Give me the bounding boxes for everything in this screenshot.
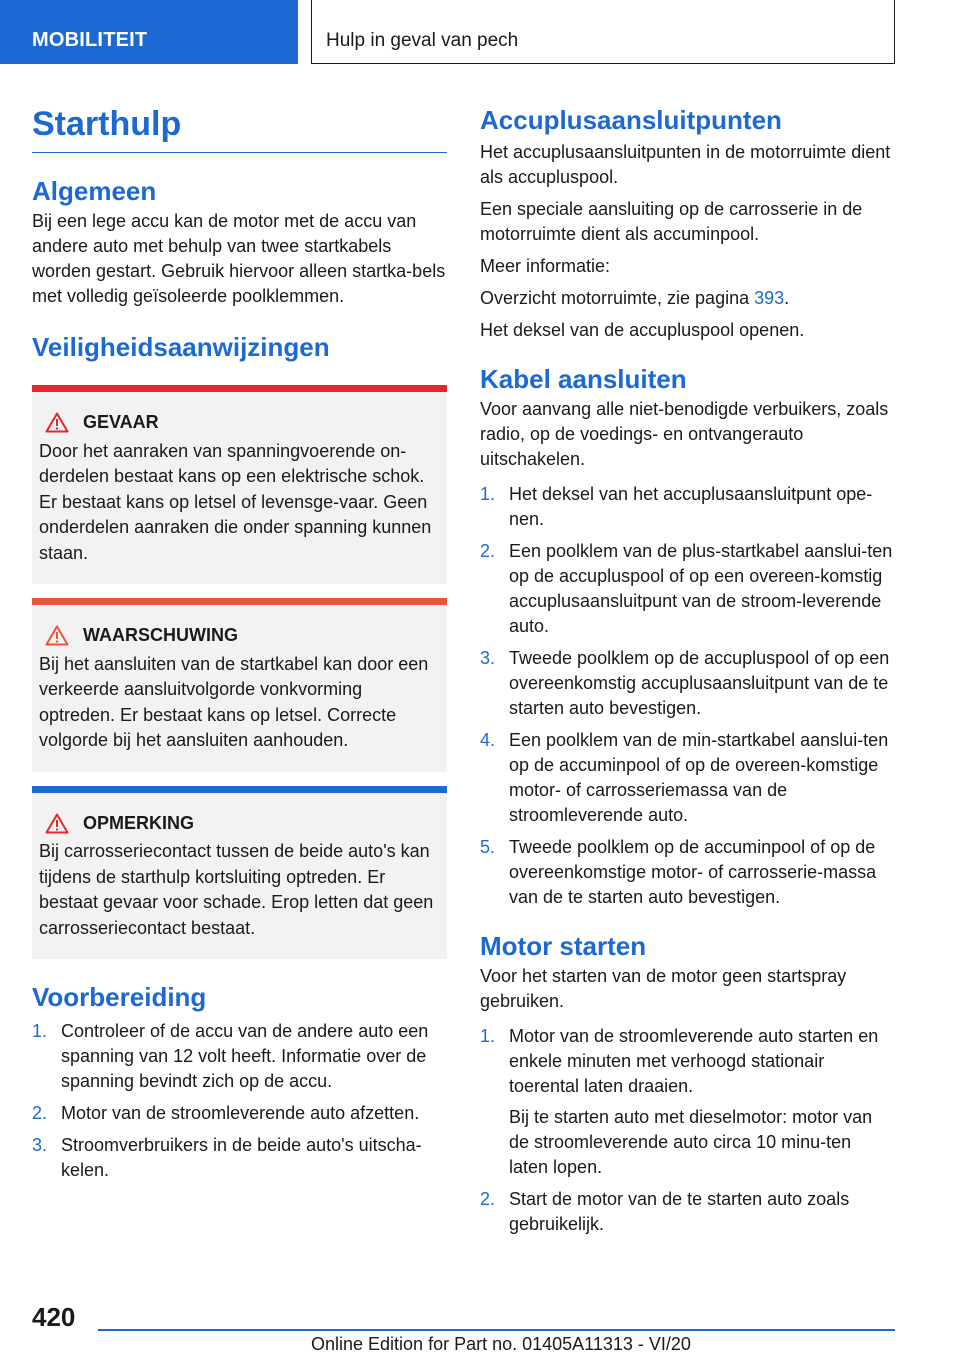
list-item: 3. Stroomverbruikers in de beide auto's uitscha‐kelen. <box>32 1135 422 1180</box>
section-tab: MOBILITEIT <box>0 0 298 64</box>
footer-edition: Online Edition for Part no. 01405A11313 - VI/20 <box>311 1334 691 1354</box>
list-item: 1. Het deksel van het accuplusaansluitpunt ope‐nen. <box>480 484 873 529</box>
list-item: 2. Een poolklem van de plus-startkabel aanslui‐ten op de accupluspool of op een overeen‐komstig accuplusaansluitpunt van de stroom‐leverende auto. <box>480 541 893 636</box>
accuplus-p5: Het deksel van de accupluspool openen. <box>480 320 805 340</box>
list-item: 1. Controleer of de accu van de andere auto een spanning van 12 volt heeft. Informatie over de spanning bevindt zich op de accu. <box>32 1021 429 1091</box>
heading-motor: Motor starten <box>480 931 647 961</box>
list-item: 1. Motor van de stroomleverende auto starten en enkele minuten met verhoogd stationair toerental laten draaien. Bij te starten auto met dieselmotor: motor van de stroomleverende auto circa 10 minu‐ten laten lopen. <box>480 1024 895 1180</box>
danger-bar <box>32 385 447 392</box>
danger-text: Door het aanraken van spanningvoerende on‐derdelen bestaat kans op een elektrische schok. Er bestaat kans op letsel of levensge‐vaar. Geen onderdelen aanraken die onder spanning kunnen staan. <box>39 440 432 563</box>
notice-warning-icon <box>45 813 69 834</box>
kabel-intro: Voor aanvang alle niet-benodigde verbuikers, zoals radio, op de voedings- en ontvangerauto uitschakelen. <box>480 399 889 469</box>
notice-title: OPMERKING <box>83 812 195 833</box>
page-link[interactable]: 393 <box>754 288 785 308</box>
step-note: Bij te starten auto met dieselmotor: motor van de stroomleverende auto circa 10 minu‐ten laten lopen. <box>509 1107 873 1177</box>
left-column <box>32 96 447 1190</box>
danger-title: GEVAAR <box>83 412 159 432</box>
right-column <box>480 104 895 1244</box>
warning-icon <box>45 625 69 646</box>
voorbereiding-steps <box>32 1019 447 1183</box>
info-notice <box>32 793 447 960</box>
warning-text: Bij het aansluiten van de startkabel kan door een verkeerde aansluitvolgorde vonkvorming optreden. Er bestaat kans op letsel. Correcte volgorde bij het aansluiten aanhouden. <box>39 653 429 750</box>
notice-text: Bij carrosseriecontact tussen de beide auto's kan tijdens de starthulp kortsluiting optreden. Er bestaat gevaar voor schade. Erop letten dat geen carrosseriecontact bestaat. <box>39 841 434 938</box>
notice-bar <box>32 786 447 793</box>
warning-title: WAARSCHUWING <box>83 625 238 645</box>
accuplus-p1: Het accuplusaansluitpunten in de motorruimte dient als accupluspool. <box>480 142 891 187</box>
kabel-steps <box>480 482 895 910</box>
list-item: 2. Motor van de stroomleverende auto afzetten. <box>32 1103 420 1123</box>
heading-kabel: Kabel aansluiten <box>480 364 687 394</box>
danger-notice <box>32 392 447 584</box>
list-item: 4. Een poolklem van de min-startkabel aanslui‐ten op de accuminpool of op de overeen‐komstige motor- of carrosseriemassa van de stroomleverende auto. <box>480 730 889 825</box>
accuplus-p3: Meer informatie: <box>480 256 611 276</box>
motor-intro: Voor het starten van de motor geen startspray gebruiken. <box>480 966 847 1011</box>
heading-algemeen: Algemeen <box>32 176 157 206</box>
heading-accuplus: Accuplusaansluitpunten <box>480 105 782 135</box>
list-item: 5. Tweede poolklem op de accuminpool of op de overeenkomstige motor- of carrosserie‐massa van de te starten auto bevestigen. <box>480 837 877 907</box>
algemeen-text: Bij een lege accu kan de motor met de accu van andere auto met behulp van twee startkabels worden gestart. Gebruik hiervoor alleen startka‐bels met volledig geïsoleerde poolklemmen. <box>32 211 446 306</box>
list-item: 3. Tweede poolklem op de accupluspool of op een overeenkomstig accuplusaansluitpunt van de te starten auto bevestigen. <box>480 648 890 718</box>
page-number: 420 <box>32 1302 76 1332</box>
heading-voorbereiding: Voorbereiding <box>32 982 207 1012</box>
footer-divider <box>98 1329 895 1331</box>
motor-steps <box>480 1024 895 1237</box>
heading-veiligheid: Veiligheidsaanwijzingen <box>32 332 330 362</box>
chapter-title: Hulp in geval van pech <box>311 0 895 64</box>
warning-notice <box>32 605 447 772</box>
accuplus-p2: Een speciale aansluiting op de carrosserie in de motorruimte dient als accuminpool. <box>480 199 863 244</box>
danger-warning-icon <box>45 412 69 433</box>
list-item: 2. Start de motor van de te starten auto zoals gebruikelijk. <box>480 1189 850 1234</box>
warning-bar <box>32 598 447 605</box>
page-title: Starthulp <box>32 104 447 153</box>
accuplus-p4: Overzicht motorruimte, zie pagina 393. <box>480 288 790 308</box>
